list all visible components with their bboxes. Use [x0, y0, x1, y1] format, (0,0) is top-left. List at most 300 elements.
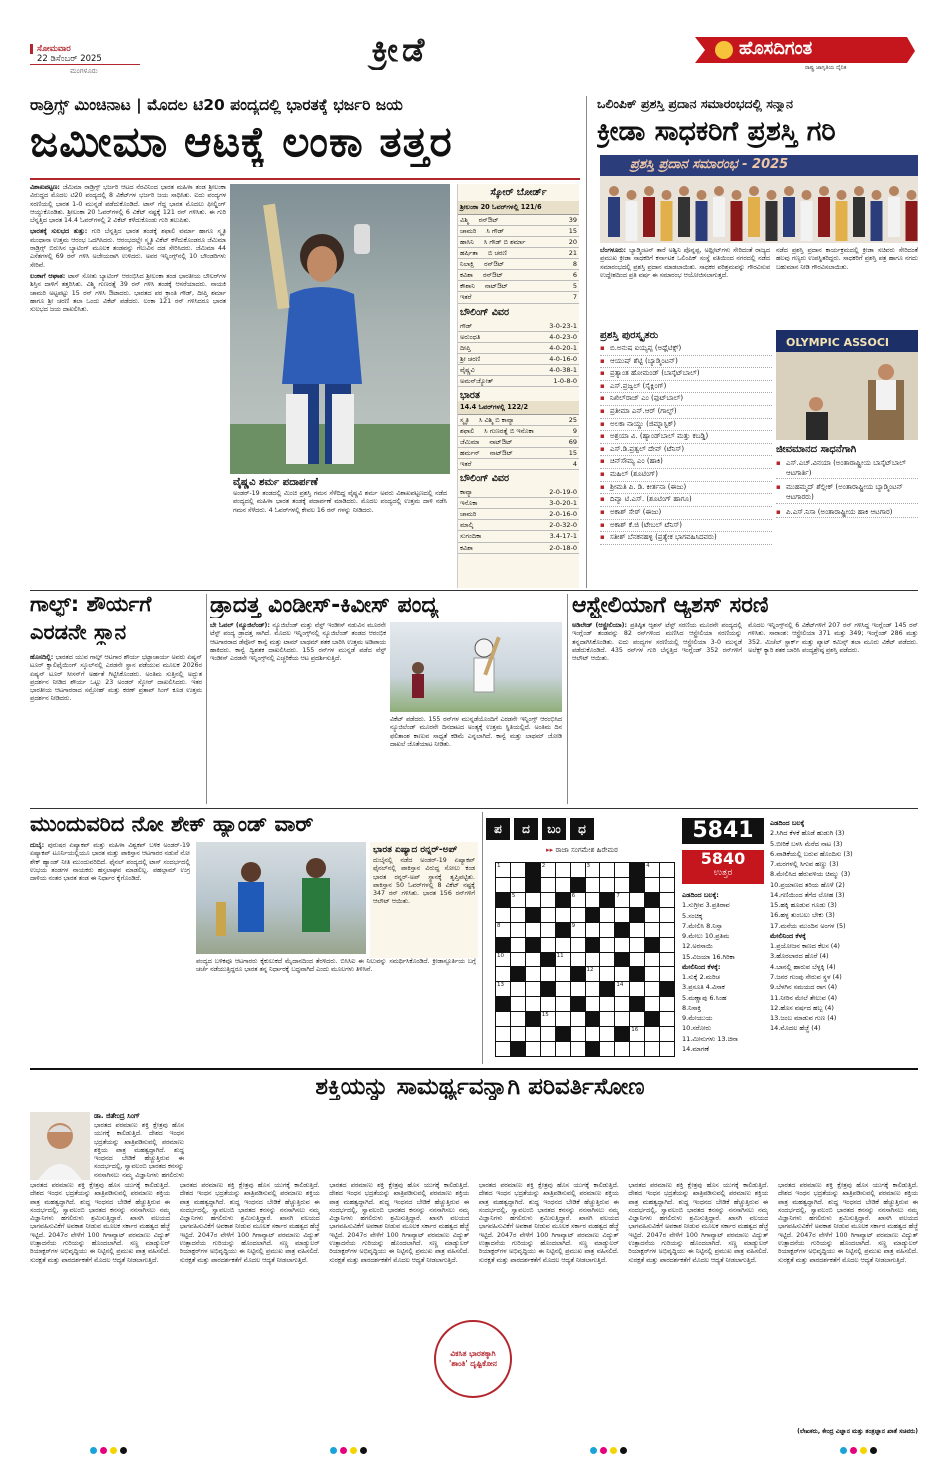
crossword-cell[interactable] — [600, 997, 614, 1011]
lead-subhead-2: ಲಂಕಾಗೆ ಆಘಾತ: — [30, 272, 66, 280]
awards-dateline: ಬೆಂಗಳೂರು: — [600, 247, 627, 254]
crossword-cell[interactable] — [496, 923, 510, 937]
puzzle-title-letter: ಬಂ — [542, 818, 566, 840]
crossword-cell[interactable] — [586, 923, 600, 937]
crossword-cell[interactable] — [630, 982, 644, 996]
score-cell: ಗೌಡ್ — [460, 321, 473, 330]
crossword-block — [526, 1012, 540, 1026]
clues-down-title: ಮೇಲಿನಿಂದ ಕೆಳಕ್ಕೆ — [770, 931, 806, 940]
crossword-cell[interactable] — [600, 1042, 614, 1056]
crossword-title — [486, 818, 676, 842]
score-cell: ಜೆಮಿಮಾ — [460, 438, 480, 446]
column-text-block: ಭಾರತದ ಪರಮಾಣು ಶಕ್ತಿ ಕ್ಷೇತ್ರವು ಹೊಸ ಯುಗಕ್ಕೆ ಕಾಲಿಡುತ್ತಿದೆ. ದೇಶದ ಇಂಧನ ಭದ್ರತೆಯನ್ನು ಖಾತ್ರಿಪಡಿಸುವಲ್ಲಿ ಪರಮಾಣು ಶಕ್ತಿಯ ಪಾತ್ರ ಮಹತ್ವದ್ದಾಗಿದೆ. ಶುದ್ಧ ಇಂಧನದ ಬೇಡಿಕೆ ಹೆಚ್ಚುತ್ತಿರುವ ಈ ಸಂದರ್ಭದಲ್ಲಿ, ಸ್ವಾವಲಂಬಿ ಭಾರತದ ಕನಸನ್ನು ನನಸಾಗಿಸಲು ನಮ್ಮ ವಿಜ್ಞಾನಿಗಳು ಹಗಲಿರುಳು ಶ್ರಮಿಸುತ್ತಿದ್ದಾರೆ. ಖಾಸಗಿ ವಲಯದ ಭಾಗವಹಿಸುವಿಕೆಗೆ ಅವಕಾಶ ನೀಡುವ ಮೂಲಕ ಸರ್ಕಾರ ಮಹತ್ವದ ಹೆಜ್ಜೆ ಇಟ್ಟಿದೆ. 2047ರ ವೇಳೆಗೆ 100 ಗಿಗಾವ್ಯಾಟ್ ಪರಮಾಣು ವಿದ್ಯುತ್ ಉತ್ಪಾದನೆಯ ಗುರಿಯನ್ನು ಹೊಂದಲಾಗಿದೆ. ಸಣ್ಣ ಮಾಡ್ಯುಲರ್ ರಿಯಾಕ್ಟರ್‌ಗಳ ಅಭಿವೃದ್ಧಿಯು ಈ ನಿಟ್ಟಿನಲ್ಲಿ ಪ್ರಮುಖ ಪಾತ್ರ ವಹಿಸಲಿದೆ. ಸುರಕ್ಷತೆ ಮತ್ತು ಪಾರದರ್ಶಕತೆಗೆ ಮೊದಲ ಆದ್ಯತೆ ನೀಡಲಾಗುತ್ತಿದೆ. — [478, 1182, 619, 1264]
date-label: 22 ಡಿಸೆಂಬರ್ 2025 — [30, 54, 140, 65]
crossword-cell[interactable] — [511, 923, 525, 937]
crossword-cell[interactable] — [541, 908, 555, 922]
awards-body-col2: ನಡೆದ ಪ್ರಶಸ್ತಿ ಪ್ರದಾನ ಕಾರ್ಯಕ್ರಮದಲ್ಲಿ ಕ್ರೀಡಾ ಸಚಿವರು ಸೇರಿದಂತೆ ಹಲವು ಗಣ್ಯರು ಉಪಸ್ಥಿತರಿದ್ದರು. ಸಾಧಕರಿಗೆ ಪ್ರಶಸ್ತಿ ಪತ್ರ ಹಾಗೂ ನಗದು ಬಹುಮಾನ ನೀಡಿ ಗೌರವಿಸಲಾಯಿತು. — [776, 247, 918, 271]
crossword-cell[interactable] — [615, 938, 629, 952]
awardee-item: ▪ ಚಿನ್‌ಸೌಮ್ಯ ಎಂ (ಹಾಕಿ) — [600, 456, 772, 469]
crossword-cell[interactable] — [586, 1027, 600, 1041]
crossword-block — [526, 908, 540, 922]
handshake-text: ಪುರುಷರ ಏಷ್ಯಾಕಪ್ ಮತ್ತು ಮಹಿಳಾ ವಿಶ್ವಕಪ್ ಬಳಿಕ ಅಂಡರ್-19 ಏಷ್ಯಾಕಪ್ ಟೂರ್ನಿಯಲ್ಲಿಯೂ ಭಾರತ ಮತ್ತು ಪಾಕಿಸ್ತಾನ ಆಟಗಾರರ ನಡುವೆ ನೋ ಶೇಕ್ ಹ್ಯಾಂಡ್ ನೀತಿ ಮುಂದುವರಿದಿದೆ. ಫೈನಲ್ ಪಂದ್ಯದಲ್ಲಿ ಟಾಸ್ ಸಂದರ್ಭದಲ್ಲಿ ಉಭಯ ತಂಡಗಳ ನಾಯಕರು ಹಸ್ತಲಾಘವ ಮಾಡಲಿಲ್ಲ. ಪಹಲ್ಗಾಮ್ ಉಗ್ರ ದಾಳಿಯ ನಂತರ ಭಾರತ ತಂಡ ಈ ನಿರ್ಧಾರ ಕೈಗೊಂಡಿದೆ. — [30, 842, 190, 883]
score-row — [458, 365, 579, 376]
crossword-cell[interactable] — [615, 893, 629, 907]
crossword-cell[interactable] — [511, 938, 525, 952]
crossword-cell[interactable] — [511, 908, 525, 922]
score-cell: 3-0-23-1 — [549, 321, 577, 330]
score-cell: ಸ್ಮೃತಿ — [460, 415, 469, 424]
score-cell — [471, 292, 572, 302]
score-row — [458, 354, 579, 365]
crossword-cell[interactable] — [526, 997, 540, 1011]
crossword-cell[interactable] — [571, 982, 585, 996]
clue-item: 14.ಮಾಗಣೆ — [682, 1044, 710, 1053]
crossword-cell[interactable] — [600, 967, 614, 981]
score-row — [458, 415, 579, 426]
crossword-cell[interactable] — [496, 863, 510, 877]
crossword-cell[interactable] — [556, 982, 570, 996]
crossword-cell[interactable] — [511, 878, 525, 892]
registration-dots-center — [330, 1447, 367, 1454]
crossword-cell[interactable] — [660, 938, 674, 952]
crossword-cell[interactable] — [600, 863, 614, 877]
crossword-cell[interactable] — [586, 893, 600, 907]
lead-column-1 — [30, 184, 226, 588]
crossword-block — [630, 878, 644, 892]
score-cell: 2-0-18-0 — [549, 543, 577, 552]
crossword-cell[interactable] — [615, 908, 629, 922]
ashes-body-1 — [572, 622, 742, 804]
lead-photo — [230, 184, 450, 474]
clue-item: 3.ಹೊರಲಾರದ ಹೊರೆ (4) — [770, 952, 829, 961]
clue-item: 10.ಪ್ರಯಾಣದ ತರಿಯ ಹೊಳೆ (2) — [770, 880, 845, 889]
score-row — [458, 259, 579, 270]
crossword-cell[interactable] — [645, 953, 659, 967]
cell-number: 3 — [586, 863, 590, 869]
crossword-cell[interactable] — [600, 1027, 614, 1041]
crossword-cell[interactable] — [541, 938, 555, 952]
column-text-block: ಭಾರತದ ಪರಮಾಣು ಶಕ್ತಿ ಕ್ಷೇತ್ರವು ಹೊಸ ಯುಗಕ್ಕೆ ಕಾಲಿಡುತ್ತಿದೆ. ದೇಶದ ಇಂಧನ ಭದ್ರತೆಯನ್ನು ಖಾತ್ರಿಪಡಿಸುವಲ್ಲಿ ಪರಮಾಣು ಶಕ್ತಿಯ ಪಾತ್ರ ಮಹತ್ವದ್ದಾಗಿದೆ. ಶುದ್ಧ ಇಂಧನದ ಬೇಡಿಕೆ ಹೆಚ್ಚುತ್ತಿರುವ ಈ ಸಂದರ್ಭದಲ್ಲಿ, ಸ್ವಾವಲಂಬಿ ಭಾರತದ ಕನಸನ್ನು ನನಸಾಗಿಸಲು ನಮ್ಮ ವಿಜ್ಞಾನಿಗಳು ಹಗಲಿರುಳು ಶ್ರಮಿಸುತ್ತಿದ್ದಾರೆ. ಖಾಸಗಿ ವಲಯದ ಭಾಗವಹಿಸುವಿಕೆಗೆ ಅವಕಾಶ ನೀಡುವ ಮೂಲಕ ಸರ್ಕಾರ ಮಹತ್ವದ ಹೆಜ್ಜೆ ಇಟ್ಟಿದೆ. 2047ರ ವೇಳೆಗೆ 100 ಗಿಗಾವ್ಯಾಟ್ ಪರಮಾಣು ವಿದ್ಯುತ್ ಉತ್ಪಾದನೆಯ ಗುರಿಯನ್ನು ಹೊಂದಲಾಗಿದೆ. ಸಣ್ಣ ಮಾಡ್ಯುಲರ್ ರಿಯಾಕ್ಟರ್‌ಗಳ ಅಭಿವೃದ್ಧಿಯು ಈ ನಿಟ್ಟಿನಲ್ಲಿ ಪ್ರಮುಖ ಪಾತ್ರ ವಹಿಸಲಿದೆ. ಸುರಕ್ಷತೆ ಮತ್ತು ಪಾರದರ್ಶಕತೆಗೆ ಮೊದಲ ಆದ್ಯತೆ ನೀಡಲಾಗುತ್ತಿದೆ. — [329, 1182, 470, 1264]
column-footer: (ಲೇಖಕರು, ಕೇಂದ್ರ ವಿಜ್ಞಾನ ಮತ್ತು ತಂತ್ರಜ್ಞಾನ ಖಾತೆ ಸಚಿವರು) — [797, 1428, 918, 1435]
cell-number: 13 — [497, 982, 504, 989]
crossword-cell[interactable] — [630, 893, 644, 907]
crossword-cell[interactable] — [511, 1027, 525, 1041]
crossword-cell[interactable] — [511, 893, 525, 907]
score-cell: ಸಿ ವಿಶ್ಮಿ ಬಿ ಕಾವ್ಯಾ — [478, 415, 515, 424]
crossword-block — [660, 982, 674, 996]
crossword-cell[interactable] — [496, 982, 510, 996]
city-label: ಮಂಗಳೂರು — [70, 67, 98, 75]
crossword-cell[interactable] — [600, 908, 614, 922]
score-cell: 4-0-38-1 — [549, 365, 577, 374]
score-cell: 7 — [572, 293, 577, 302]
crossword-cell[interactable] — [511, 953, 525, 967]
crossword-cell[interactable] — [660, 1042, 674, 1056]
lead-body-1: ಜೆಮಿಮಾ ರಾಡ್ರಿಗ್ಸ್ ಭರ್ಜರಿ ಆಟದ ನೆರವಿನಿಂದ ಭಾರತ ಮಹಿಳಾ ತಂಡ ಶ್ರೀಲಂಕಾ ವಿರುದ್ಧದ ಮೊದಲ ಟಿ20 ಪಂದ್ಯದಲ್ಲಿ 8 ವಿಕೆಟ್‌ಗಳ ಭರ್ಜರಿ ಜಯ ಸಾಧಿಸಿತು. ಐದು ಪಂದ್ಯಗಳ ಸರಣಿಯಲ್ಲಿ ಭಾರತ 1-0 ಮುನ್ನಡೆ ಪಡೆದುಕೊಂಡಿದೆ. ಟಾಸ್ ಗೆದ್ದ ಭಾರತ ಮೊದಲು ಫೀಲ್ಡಿಂಗ್ ಆಯ್ದುಕೊಂಡಿತು. ಶ್ರೀಲಂಕಾ 20 ಓವರ್‌ಗಳಲ್ಲಿ 6 ವಿಕೆಟ್ ನಷ್ಟಕ್ಕೆ 121 ರನ್ ಗಳಿಸಿತು. ಈ ಗುರಿ ಬೆನ್ನತ್ತಿದ ಭಾರತ 14.4 ಓವರ್‌ಗಳಲ್ಲಿ 2 ವಿಕೆಟ್ ಕಳೆದುಕೊಂಡು ಗುರಿ ತಲುಪಿತು. — [30, 184, 226, 225]
crossword-cell[interactable] — [511, 1012, 525, 1026]
score-cell — [471, 459, 572, 469]
crossword-cell[interactable] — [600, 953, 614, 967]
score-cell: 15 — [568, 227, 577, 236]
golf-text: ಭಾರತದ ಯುವ ಗಾಲ್ಫ್ ಆಟಗಾರ ಶೌರ್ಯ ಭಟ್ಟಾಚಾರ್ಯ ಅವರು ಏಷ್ಯನ್ ಟೂರ್ ಕ್ವಾಲಿಫೈಯಿಂಗ್ ಸ್ಕೂಲ್‌ನಲ್ಲಿ ಎರಡನೇ ಸ್ಥಾನ ಪಡೆಯುವ ಮೂಲಕ 2026ರ ಏಷ್ಯನ್ ಟೂರ್ ಸೀಸನ್‌ಗೆ ಅರ್ಹತೆ ಗಿಟ್ಟಿಸಿಕೊಂಡರು. ಅಂತಿಮ ಸುತ್ತಿನಲ್ಲಿ ಅದ್ಭುತ ಪ್ರದರ್ಶನ ನೀಡಿದ ಶೌರ್ಯ ಒಟ್ಟು 23 ಅಂಡರ್ ಸ್ಕೋರ್ ದಾಖಲಿಸಿದರು. ಇತರ ಭಾರತೀಯ ಆಟಗಾರರಾದ ಸಮ್ರೋಹ್ ಮತ್ತು ಕರಣ್ ಪ್ರತಾಪ್ ಸಿಂಗ್ ಕೂಡ ಉತ್ತಮ ಪ್ರದರ್ಶನ ನೀಡಿದರು. — [30, 654, 202, 703]
ashes-headline: ಆಸ್ಟ್ರೇಲಿಯಾಗೆ ಆ್ಯಶಸ್ ಸರಣಿ — [572, 593, 769, 618]
score-cell: 2-0-32-0 — [549, 521, 577, 530]
score-cell: 2-0-19-0 — [549, 488, 577, 497]
score-cell: ನಾಟ್‌ಔಟ್ — [489, 449, 513, 458]
clue-item: 12.ಅರಸಾಯಿ — [682, 942, 713, 951]
crossword-cell[interactable] — [630, 1012, 644, 1026]
awardees-items — [600, 343, 772, 545]
clue-item: 12.ಹೊಸ ವರ್ಷದ ಹಬ್ಬ (4) — [770, 1003, 834, 1012]
crossword-cell[interactable] — [660, 893, 674, 907]
crossword-block — [511, 967, 525, 981]
crossword-cell[interactable] — [645, 1027, 659, 1041]
prev-label: ಉತ್ತರ — [713, 868, 733, 878]
crossword-cell[interactable] — [600, 1012, 614, 1026]
score-cell: 39 — [568, 216, 577, 224]
crossword-block — [645, 1012, 659, 1026]
crossword-cell[interactable] — [615, 982, 629, 996]
crossword-cell[interactable] — [556, 997, 570, 1011]
awardee-item: ▪ ಎಸ್.ಪ್ರಜ್ವಲ್ (ಸೈಕ್ಲಿಂಗ್) — [600, 381, 772, 394]
column-text-block: ಭಾರತದ ಪರಮಾಣು ಶಕ್ತಿ ಕ್ಷೇತ್ರವು ಹೊಸ ಯುಗಕ್ಕೆ ಕಾಲಿಡುತ್ತಿದೆ. ದೇಶದ ಇಂಧನ ಭದ್ರತೆಯನ್ನು ಖಾತ್ರಿಪಡಿಸುವಲ್ಲಿ ಪರಮಾಣು ಶಕ್ತಿಯ ಪಾತ್ರ ಮಹತ್ವದ್ದಾಗಿದೆ. ಶುದ್ಧ ಇಂಧನದ ಬೇಡಿಕೆ ಹೆಚ್ಚುತ್ತಿರುವ ಈ ಸಂದರ್ಭದಲ್ಲಿ, ಸ್ವಾವಲಂಬಿ ಭಾರತದ ಕನಸನ್ನು ನನಸಾಗಿಸಲು ನಮ್ಮ ವಿಜ್ಞಾನಿಗಳು ಹಗಲಿರುಳು ಶ್ರಮಿಸುತ್ತಿದ್ದಾರೆ. ಖಾಸಗಿ ವಲಯದ ಭಾಗವಹಿಸುವಿಕೆಗೆ ಅವಕಾಶ ನೀಡುವ ಮೂಲಕ ಸರ್ಕಾರ ಮಹತ್ವದ ಹೆಜ್ಜೆ ಇಟ್ಟಿದೆ. 2047ರ ವೇಳೆಗೆ 100 ಗಿಗಾವ್ಯಾಟ್ ಪರಮಾಣು ವಿದ್ಯುತ್ ಉತ್ಪಾದನೆಯ ಗುರಿಯನ್ನು ಹೊಂದಲಾಗಿದೆ. ಸಣ್ಣ ಮಾಡ್ಯುಲರ್ ರಿಯಾಕ್ಟರ್‌ಗಳ ಅಭಿವೃದ್ಧಿಯು ಈ ನಿಟ್ಟಿನಲ್ಲಿ ಪ್ರಮುಖ ಪಾತ್ರ ವಹಿಸಲಿದೆ. ಸುರಕ್ಷತೆ ಮತ್ತು ಪಾರದರ್ಶಕತೆಗೆ ಮೊದಲ ಆದ್ಯತೆ ನೀಡಲಾಗುತ್ತಿದೆ. — [778, 1182, 918, 1264]
crossword-cell[interactable] — [600, 938, 614, 952]
clue-item: 8.ನಿಸಾಕ್ತಿ — [682, 1003, 702, 1012]
lifetime-box — [776, 444, 918, 574]
awardee-item: ▪ ಶ್ರೀಮತಿ ಪಿ. ಡಿ. ಕೀರ್ತನಾ (ಈಜು) — [600, 482, 772, 495]
crossword-block — [556, 923, 570, 937]
column-text-block: ಭಾರತದ ಪರಮಾಣು ಶಕ್ತಿ ಕ್ಷೇತ್ರವು ಹೊಸ ಯುಗಕ್ಕೆ ಕಾಲಿಡುತ್ತಿದೆ. ದೇಶದ ಇಂಧನ ಭದ್ರತೆಯನ್ನು ಖಾತ್ರಿಪಡಿಸುವಲ್ಲಿ ಪರಮಾಣು ಶಕ್ತಿಯ ಪಾತ್ರ ಮಹತ್ವದ್ದಾಗಿದೆ. ಶುದ್ಧ ಇಂಧನದ ಬೇಡಿಕೆ ಹೆಚ್ಚುತ್ತಿರುವ ಈ ಸಂದರ್ಭದಲ್ಲಿ, ಸ್ವಾವಲಂಬಿ ಭಾರತದ ಕನಸನ್ನು ನನಸಾಗಿಸಲು ನಮ್ಮ ವಿಜ್ಞಾನಿಗಳು ಹಗಲಿರುಳು ಶ್ರಮಿಸುತ್ತಿದ್ದಾರೆ. ಖಾಸಗಿ ವಲಯದ ಭಾಗವಹಿಸುವಿಕೆಗೆ ಅವಕಾಶ ನೀಡುವ ಮೂಲಕ ಸರ್ಕಾರ ಮಹತ್ವದ ಹೆಜ್ಜೆ ಇಟ್ಟಿದೆ. 2047ರ ವೇಳೆಗೆ 100 ಗಿಗಾವ್ಯಾಟ್ ಪರಮಾಣು ವಿದ್ಯುತ್ ಉತ್ಪಾದನೆಯ ಗುರಿಯನ್ನು ಹೊಂದಲಾಗಿದೆ. ಸಣ್ಣ ಮಾಡ್ಯುಲರ್ ರಿಯಾಕ್ಟರ್‌ಗಳ ಅಭಿವೃದ್ಧಿಯು ಈ ನಿಟ್ಟಿನಲ್ಲಿ ಪ್ರಮುಖ ಪಾತ್ರ ವಹಿಸಲಿದೆ. ಸುರಕ್ಷತೆ ಮತ್ತು ಪಾರದರ್ಶಕತೆಗೆ ಮೊದಲ ಆದ್ಯತೆ ನೀಡಲಾಗುತ್ತಿದೆ. — [30, 1182, 170, 1264]
crossword-cell[interactable] — [541, 1027, 555, 1041]
clue-item: 9.ಮೇಲು 10.ಪ್ರತಿಮ — [682, 932, 730, 941]
crossword-cell[interactable] — [645, 878, 659, 892]
crossword-cell[interactable] — [645, 997, 659, 1011]
crossword-cell[interactable] — [660, 1012, 674, 1026]
score-row — [458, 376, 579, 387]
author-name: ಡಾ. ಜಿತೇಂದ್ರ ಸಿಂಗ್ — [94, 1112, 140, 1120]
down-title: ಮೇಲಿನಿಂದ ಕೆಳಕ್ಕೆ: — [682, 962, 721, 971]
registration-dots-right — [840, 1447, 877, 1454]
crossword-grid[interactable] — [495, 862, 675, 1057]
crossword-cell[interactable] — [541, 967, 555, 981]
score-cell: 3.4-17-1 — [549, 532, 577, 541]
crossword-cell[interactable] — [571, 863, 585, 877]
lifetime-item: ▪ ಪಿ.ಎಸ್.ನಿಸಾ (ಅಂತಾರಾಷ್ಟ್ರೀಯ ಹಾಕಿ ಆಟಗಾರ) — [776, 507, 918, 518]
crossword-cell[interactable] — [526, 1042, 540, 1056]
crossword-cell[interactable] — [660, 863, 674, 877]
crossword-block — [526, 863, 540, 877]
score-row — [458, 292, 579, 303]
section-title: ಕ್ರೀಡೆ — [371, 30, 429, 69]
crossword-cell[interactable] — [526, 967, 540, 981]
awardee-item: ▪ ಅಲಕಾ ನಾಯ್ಡು (ಜಿಮ್ನಾಸ್ಟಿಕ್) — [600, 419, 772, 432]
score-cell: ಅರುಂಧತಿ — [460, 332, 481, 341]
crossword-block — [630, 863, 644, 877]
crossword-cell[interactable] — [660, 878, 674, 892]
clue-item: 2.ಸಿಗಿದ ಕೆಳಕೆ ಹೊಡೆ ಹುಡುಗಿ (3) — [770, 829, 845, 838]
crossword-cell[interactable] — [645, 1042, 659, 1056]
crossword-cell[interactable] — [660, 908, 674, 922]
crossword-cell[interactable] — [526, 953, 540, 967]
crossword-cell[interactable] — [630, 953, 644, 967]
clue-item: 9.ಮೇಯುಯ — [682, 1014, 713, 1023]
crossword-cell[interactable] — [556, 953, 570, 967]
score-cell: 4-0-16-0 — [549, 354, 577, 363]
crossword-block — [541, 982, 555, 996]
runnerup-title: ಭಾರತ ಏಷ್ಯಾದ ರನ್ನರ್-ಅಪ್ — [373, 845, 458, 855]
cell-number: 6 — [571, 892, 576, 899]
crossword-cell[interactable] — [541, 878, 555, 892]
date-block — [30, 44, 140, 88]
crossword-cell[interactable] — [511, 997, 525, 1011]
crossword-cell[interactable] — [541, 863, 555, 877]
score-row — [458, 343, 579, 354]
crossword-cell[interactable] — [556, 1042, 570, 1056]
crossword-cell[interactable] — [615, 878, 629, 892]
score-cell: 8 — [572, 260, 577, 269]
cell-number: 4 — [646, 863, 650, 869]
score-cell: 4-0-23-0 — [549, 332, 577, 341]
awardee-item: ▪ ಬಿ.ಅನುಷ ಐಯ್ಯಪ್ಪ (ಅಥ್ಲೆಟಿಕ್ಸ್) — [600, 343, 772, 356]
ashes-dateline: ಅಡಿಲೇಡ್ (ಆಸ್ಟ್ರೇಲಿಯಾ): — [572, 622, 628, 629]
score-row — [458, 487, 579, 498]
crossword-cell[interactable] — [630, 938, 644, 952]
brand-subtitle: ರಾಷ್ಟ್ರ ಜಾಗೃತಿಯ ದೈನಿಕ — [805, 65, 847, 71]
clue-item: 3.ಪ್ರಸೂತಿ 4.ವಿಸಾಕ — [682, 983, 725, 992]
score-cell: 1-0-8-0 — [553, 376, 577, 385]
score-row — [458, 237, 579, 248]
cell-number: 15 — [541, 1012, 549, 1019]
crossword-cell[interactable] — [660, 967, 674, 981]
handshake-body-1 — [30, 842, 190, 1064]
crossword-cell[interactable] — [526, 982, 540, 996]
crossword-cell[interactable] — [615, 863, 629, 877]
score-cell: 69 — [568, 438, 577, 446]
crossword-cell[interactable] — [586, 982, 600, 996]
banner-text: OLYMPIC ASSOCI — [786, 336, 889, 349]
score-cell: 4 — [572, 460, 577, 469]
score-cell: 15 — [568, 449, 577, 458]
lead-body-2: ಗುರಿ ಬೆನ್ನತ್ತಿದ ಭಾರತ ತಂಡಕ್ಕೆ ಶಫಾಲಿ ವರ್ಮಾ ಹಾಗೂ ಸ್ಮೃತಿ ಮಂಧಾನಾ ಉತ್ತಮ ಆರಂಭ ಒದಗಿಸಿದರು. ಆರಂಭದಲ್ಲೇ ಸ್ಮೃತಿ ವಿಕೆಟ್ ಕಳೆದುಕೊಂಡರೂ ಜೆಮಿಮಾ ರಾಡ್ರಿಗ್ಸ್ ಬಿರುಸಿನ ಬ್ಯಾಟಿಂಗ್ ಮೂಲಕ ತಂಡವನ್ನು ಗೆಲುವಿನ ದಡ ಸೇರಿಸಿದರು. ಜೆಮಿಮಾ 44 ಎಸೆತಗಳಲ್ಲಿ 69 ರನ್ ಗಳಿಸಿ ಅಜೇಯರಾಗಿ ಉಳಿದರು. ಅವರ ಇನ್ನಿಂಗ್ಸ್‌ನಲ್ಲಿ 10 ಬೌಂಡರಿಗಳು ಸೇರಿವೆ. — [30, 228, 226, 269]
handshake-dateline: ದುಬೈ: — [30, 842, 45, 849]
crossword-block — [526, 938, 540, 952]
score-cell: ಮಾಲ್ಕಿ — [460, 521, 474, 530]
lifetime-items — [776, 458, 918, 518]
crossword-cell[interactable] — [586, 997, 600, 1011]
crossword-cell[interactable] — [615, 1012, 629, 1026]
crossword-cell[interactable] — [526, 923, 540, 937]
crossword-cell[interactable] — [660, 997, 674, 1011]
crossword-cell[interactable] — [630, 1042, 644, 1056]
score-row — [458, 281, 579, 292]
crossword-cell[interactable] — [496, 1027, 510, 1041]
caption-title: ವೈಷ್ಣವಿ ಶರ್ಮ ಪದಾರ್ಪಣೆ — [233, 477, 318, 488]
score-cell: ಇತರೆ — [460, 293, 472, 302]
crossword-cell[interactable] — [556, 1012, 570, 1026]
awards-body-col1 — [600, 247, 770, 325]
crossword-cell[interactable] — [660, 1027, 674, 1041]
team2-summary: 14.4 ಓವರ್‌ಗಳಲ್ಲಿ 122/2 — [458, 401, 579, 415]
golf-headline-2: ಎರಡನೇ ಸ್ಥಾನ — [30, 620, 127, 644]
brand-logo — [695, 33, 915, 85]
pull-quote-text: ವಿಕಸಿತ ಭಾರತಕ್ಕಾಗಿ 'ಶಾಂತಿ' ದೃಷ್ಟಿಕೋನ — [449, 1349, 497, 1368]
cell-number: 10 — [497, 952, 504, 959]
clue-item: 5.ಮಣ್ಣಾಪು 6.ಸಿಂಹ — [682, 993, 727, 1002]
crossword-cell[interactable] — [645, 923, 659, 937]
awards-banner: ಪ್ರಶಸ್ತಿ ಪ್ರದಾನ ಸಮಾರಂಭ - 2025 — [630, 157, 789, 172]
crossword-cell[interactable] — [496, 953, 510, 967]
handshake-photo — [196, 842, 366, 954]
crossword-block — [630, 997, 644, 1011]
crossword-block — [586, 908, 600, 922]
lead-body-3: ಟಾಸ್ ಸೋತು ಬ್ಯಾಟಿಂಗ್ ಆರಂಭಿಸಿದ ಶ್ರೀಲಂಕಾ ತಂಡ ಭಾರತೀಯ ಬೌಲರ್‌ಗಳ ಶಿಸ್ತಿನ ದಾಳಿಗೆ ತತ್ತರಿಸಿತು. ವಿಶ್ಮಿ ಗುಣರತ್ನೆ 39 ರನ್ ಗಳಿಸಿ ತಂಡಕ್ಕೆ ಆಸರೆಯಾದರು. ನಾಯಕಿ ಚಾಮರಿ ಅಟ್ಟಪಟ್ಟು 15 ರನ್ ಗಳಿಸಿ ಔಟಾದರು. ಭಾರತದ ಪರ ಕ್ರಾಂತಿ ಗೌಡ್, ದೀಪ್ತಿ ಶರ್ಮಾ ಹಾಗೂ ಶ್ರೀ ಚರಣಿ ತಲಾ ಒಂದು ವಿಕೆಟ್ ಪಡೆದರು. ಲಂಕಾ 121 ರನ್ ಗಳಿಸಿದರೂ ಭಾರತ ಸುಲಭದ ಜಯ ದಾಖಲಿಸಿತು. — [30, 272, 226, 314]
crossword-cell[interactable] — [541, 923, 555, 937]
column-body-1: ಭಾರತದ ಪರಮಾಣು ಶಕ್ತಿ ಕ್ಷೇತ್ರವು ಹೊಸ ಯುಗಕ್ಕೆ ಕಾಲಿಡುತ್ತಿದೆ. ದೇಶದ ಇಂಧನ ಭದ್ರತೆಯನ್ನು ಖಾತ್ರಿಪಡಿಸುವಲ್ಲಿ ಪರಮಾಣು ಶಕ್ತಿಯ ಪಾತ್ರ ಮಹತ್ವದ್ದಾಗಿದೆ. ಶುದ್ಧ ಇಂಧನದ ಬೇಡಿಕೆ ಹೆಚ್ಚುತ್ತಿರುವ ಈ ಸಂದರ್ಭದಲ್ಲಿ, ಸ್ವಾವಲಂಬಿ ಭಾರತದ ಕನಸನ್ನು ನನಸಾಗಿಸಲು ನಮ್ಮ ವಿಜ್ಞಾನಿಗಳು ಹಗಲಿರುಳು — [94, 1122, 184, 1179]
lead-kicker: ರಾಡ್ರಿಗ್ಸ್ ಮಿಂಚಿನಾಟ | ಮೊದಲ ಟಿ20 ಪಂದ್ಯದಲ್ಲಿ ಭಾರತಕ್ಕೆ ಭರ್ಜರಿ ಜಯ — [30, 96, 403, 114]
batter-illustration — [230, 184, 450, 474]
crossword-block — [511, 1042, 525, 1056]
score-cell: ಕವಿಶಾ — [460, 271, 473, 280]
crossword-block — [556, 1027, 570, 1041]
team2-batting — [458, 415, 579, 470]
awardee-item: ▪ ಸತೀಶ್ ಬೆನಕನಹಳ್ಳಿ (ಪ್ರತ್ಯೇಕ ಭಾಗವಹಿಸಿದವರು) — [600, 532, 772, 545]
score-cell: ರನ್‌ಔಟ್ — [484, 260, 505, 269]
score-row — [458, 531, 579, 542]
awardee-item: ▪ ಪ್ರತ್ಯಾಂತ ಹೋಮಂಡ್ (ಬಾಸ್ಕೆಟ್‌ಬಾಲ್) — [600, 368, 772, 381]
clue-item: 17.ಮನೆಯ ಮುಂದಿನ ಅಂಗಳ (5) — [770, 921, 846, 930]
prev-number: 5840 — [700, 850, 746, 868]
crossword-cell[interactable] — [571, 923, 585, 937]
column-text-block: ಭಾರತದ ಪರಮಾಣು ಶಕ್ತಿ ಕ್ಷೇತ್ರವು ಹೊಸ ಯುಗಕ್ಕೆ ಕಾಲಿಡುತ್ತಿದೆ. ದೇಶದ ಇಂಧನ ಭದ್ರತೆಯನ್ನು ಖಾತ್ರಿಪಡಿಸುವಲ್ಲಿ ಪರಮಾಣು ಶಕ್ತಿಯ ಪಾತ್ರ ಮಹತ್ವದ್ದಾಗಿದೆ. ಶುದ್ಧ ಇಂಧನದ ಬೇಡಿಕೆ ಹೆಚ್ಚುತ್ತಿರುವ ಈ ಸಂದರ್ಭದಲ್ಲಿ, ಸ್ವಾವಲಂಬಿ ಭಾರತದ ಕನಸನ್ನು ನನಸಾಗಿಸಲು ನಮ್ಮ ವಿಜ್ಞಾನಿಗಳು ಹಗಲಿರುಳು ಶ್ರಮಿಸುತ್ತಿದ್ದಾರೆ. ಖಾಸಗಿ ವಲಯದ ಭಾಗವಹಿಸುವಿಕೆಗೆ ಅವಕಾಶ ನೀಡುವ ಮೂಲಕ ಸರ್ಕಾರ ಮಹತ್ವದ ಹೆಜ್ಜೆ ಇಟ್ಟಿದೆ. 2047ರ ವೇಳೆಗೆ 100 ಗಿಗಾವ್ಯಾಟ್ ಪರಮಾಣು ವಿದ್ಯುತ್ ಉತ್ಪಾದನೆಯ ಗುರಿಯನ್ನು ಹೊಂದಲಾಗಿದೆ. ಸಣ್ಣ ಮಾಡ್ಯುಲರ್ ರಿಯಾಕ್ಟರ್‌ಗಳ ಅಭಿವೃದ್ಧಿಯು ಈ ನಿಟ್ಟಿನಲ್ಲಿ ಪ್ರಮುಖ ಪಾತ್ರ ವಹಿಸಲಿದೆ. ಸುರಕ್ಷತೆ ಮತ್ತು ಪಾರದರ್ಶಕತೆಗೆ ಮೊದಲ ಆದ್ಯತೆ ನೀಡಲಾಗುತ್ತಿದೆ. — [179, 1182, 320, 1264]
crossword-cell[interactable] — [586, 953, 600, 967]
score-row — [458, 426, 579, 437]
crossword-cell[interactable] — [556, 878, 570, 892]
crossword-cell[interactable] — [586, 878, 600, 892]
awardee-item: ▪ ಪ್ರತೀಮಾ ಎನ್.ಆರ್ (ಗಾಲ್ಫ್) — [600, 406, 772, 419]
crossword-cell[interactable] — [600, 923, 614, 937]
crossword-cell[interactable] — [571, 893, 585, 907]
score-row — [458, 270, 579, 281]
crossword-cell[interactable] — [511, 863, 525, 877]
crossword-cell[interactable] — [541, 1042, 555, 1056]
crossword-cell[interactable] — [660, 923, 674, 937]
crossword-cell[interactable] — [511, 982, 525, 996]
crossword-cell[interactable] — [496, 967, 510, 981]
crossword-cell[interactable] — [600, 878, 614, 892]
score-cell: ದೀಪ್ತಿ — [460, 343, 471, 352]
crossword-cell[interactable] — [630, 923, 644, 937]
clue-item: 1.ಪ್ರಯೋಜನ ಕಾಣದ ಕೆಲಸ (4) — [770, 942, 840, 951]
crossword-block — [586, 1042, 600, 1056]
crossword-cell[interactable] — [571, 1042, 585, 1056]
crossword-cell[interactable] — [615, 1042, 629, 1056]
crossword-cell[interactable] — [645, 982, 659, 996]
crossword-block — [586, 938, 600, 952]
score-cell: ನಾಟ್‌ಔಟ್ — [484, 282, 508, 291]
crossword-block — [496, 997, 510, 1011]
crossword-cell[interactable] — [541, 893, 555, 907]
crossword-cell[interactable] — [586, 967, 600, 981]
crossword-block — [630, 908, 644, 922]
crossword-cell[interactable] — [541, 1012, 555, 1026]
crossword-block — [526, 878, 540, 892]
crossword-cell[interactable] — [615, 967, 629, 981]
crossword-cell[interactable] — [645, 967, 659, 981]
crossword-cell[interactable] — [556, 938, 570, 952]
handshake-headline: ಮುಂದುವರಿದ ನೋ ಶೇಕ್ ಹ್ಯಾಂಡ್ ವಾರ್ — [30, 812, 314, 836]
crossword-cell[interactable] — [556, 967, 570, 981]
clue-item: 6.ವಾಡಿಕೆಯಲ್ಲಿ ಬರುವ ಹೊಂದಿಸು (3) — [770, 849, 853, 858]
clue-item: 14.ಗಣಿಯಿಂದ ತೆಗೆದ ಲೋಹ (3) — [770, 890, 845, 899]
score-row — [458, 459, 579, 470]
score-cell: ಸಿ ಗೌಡ್ — [486, 227, 505, 236]
clue-item: 7.ಮರಗಳಲ್ಲಿ ಸಿಗುವ ಹಣ್ಣು (3) — [770, 860, 839, 869]
crossword-cell[interactable] — [496, 878, 510, 892]
crossword-cell[interactable] — [571, 953, 585, 967]
crossword-cell[interactable] — [526, 893, 540, 907]
clue-item: 5.ಬೀರಿಕೆ ಬಳಸಿ ಮೆರೆದ ನಾಟ (3) — [770, 839, 843, 848]
crossword-cell[interactable] — [556, 908, 570, 922]
crossword-block — [556, 893, 570, 907]
score-cell: ಹಾಸಿನಿ — [460, 238, 474, 247]
awards-kicker: ಒಲಿಂಪಿಕ್ ಪ್ರಶಸ್ತಿ ಪ್ರದಾನ ಸಮಾರಂಭದಲ್ಲಿ ಸನ್ಮಾನ — [597, 96, 793, 111]
crossword-cell[interactable] — [496, 1012, 510, 1026]
puzzle-title-letter: ಧ — [570, 818, 594, 840]
crossword-cell[interactable] — [630, 1027, 644, 1041]
score-cell: ಕವಿಶಾ — [460, 543, 473, 552]
clue-item: 15.ವಿಜಯಾ 16.ಗಿರಿಕಾ — [682, 952, 735, 961]
score-cell: ಅಮನ್‌ಜ್ಯೋತ್ — [460, 376, 494, 385]
column-headline: ಶಕ್ತಿಯನ್ನು ಸಾಮರ್ಥ್ಯವನ್ನಾಗಿ ಪರಿವರ್ತಿಸೋಣ — [315, 1074, 645, 1100]
awards-body: ಬ್ಯಾಡ್ಮಿಂಟನ್ ತಾರೆ ಅಶ್ವಿನಿ ಪೊನ್ನಪ್ಪ, ಅಥ್ಲೀಟ್‌ಗಳು ಸೇರಿದಂತೆ ರಾಜ್ಯದ ಪ್ರಮುಖ ಕ್ರೀಡಾ ಸಾಧಕರಿಗೆ ಕರ್ನಾಟಕ ಒಲಿಂಪಿಕ್ ಸಂಸ್ಥೆ ವತಿಯಿಂದ ನಗರದಲ್ಲಿ ನಡೆದ ಸಮಾರಂಭದಲ್ಲಿ ಪ್ರಶಸ್ತಿ ಪ್ರದಾನ ಮಾಡಲಾಯಿತು. ಸಾಧಕರ ಪರಿಶ್ರಮವನ್ನು ಗೌರವಿಸುವ ಉದ್ದೇಶದಿಂದ ಪ್ರತಿ ವರ್ಷ ಈ ಸಮಾರಂಭ ಆಯೋಜಿಸಲಾಗುತ್ತದೆ. — [600, 247, 770, 279]
crossword-cell[interactable] — [615, 997, 629, 1011]
crossword-cell[interactable] — [645, 908, 659, 922]
score-cell: ನಿಲಾಕ್ಷಿ — [460, 260, 475, 269]
cell-number: 8 — [497, 922, 501, 929]
crossword-cell[interactable] — [571, 1012, 585, 1026]
crossword-cell[interactable] — [496, 908, 510, 922]
clue-item: 11.ಮೀನುಗಳು 13.ಚಿನಾ — [682, 1034, 738, 1043]
puzzle-title-letter: ಪ — [486, 818, 510, 840]
crossword-cell[interactable] — [556, 863, 570, 877]
crossword-cell[interactable] — [645, 863, 659, 877]
lead-headline: ಜಮೀಮಾ ಆಟಕ್ಕೆ ಲಂಕಾ ತತ್ತರ — [30, 117, 453, 166]
handshake-body-2: ಪಂದ್ಯದ ಬಳಿಕವೂ ಆಟಗಾರರು ಕೈಕುಲುಕದೆ ಮೈದಾನದಿಂದ ತೆರಳಿದರು. ಬಿಸಿಸಿಐ ಈ ನಿಲುವನ್ನು ಸಮರ್ಥಿಸಿಕೊಂಡಿದೆ. ಕ್ರೀಡಾಸ್ಫೂರ್ತಿಯ ಬಗ್ಗೆ ಚರ್ಚೆ ನಡೆಯುತ್ತಿದ್ದರೂ ಭಾರತ ತನ್ನ ನಿರ್ಧಾರಕ್ಕೆ ಬದ್ಧವಾಗಿದೆ ಎಂದು ಮೂಲಗಳು ತಿಳಿಸಿವೆ. — [196, 958, 476, 974]
crossword-cell[interactable] — [571, 938, 585, 952]
cell-number: 1 — [497, 863, 501, 869]
crossword-cell[interactable] — [496, 1042, 510, 1056]
score-cell: ವಿಶ್ಮಿ — [460, 216, 469, 224]
puzzle-number: 5841 — [682, 818, 764, 844]
team1-summary: ಶ್ರೀಲಂಕಾ 20 ಓವರ್‌ಗಳಲ್ಲಿ 121/6 — [458, 201, 579, 215]
crossword-cell[interactable] — [526, 1027, 540, 1041]
clue-item: 14.ಮೊದಲ ಹೆಜ್ಜೆ (4) — [770, 1024, 821, 1033]
clue-item: 13.ಜಂಬ ಮಾಡುವ ಗುಣ (4) — [770, 1014, 837, 1023]
crossword-cell[interactable] — [571, 1027, 585, 1041]
crossword-block — [645, 938, 659, 952]
crossword-cell[interactable] — [586, 863, 600, 877]
crossword-block — [600, 893, 614, 907]
crossword-cell[interactable] — [660, 953, 674, 967]
registration-dots-mid — [590, 1447, 627, 1454]
crossword-cell[interactable] — [541, 997, 555, 1011]
team1-bowling — [458, 321, 579, 387]
crossword-block — [615, 923, 629, 937]
answer-box — [682, 850, 764, 884]
awards-headline: ಕ್ರೀಡಾ ಸಾಧಕರಿಗೆ ಪ್ರಶಸ್ತಿ ಗರಿ — [597, 116, 836, 147]
crossword-cell[interactable] — [571, 908, 585, 922]
awardees-list — [600, 330, 772, 570]
